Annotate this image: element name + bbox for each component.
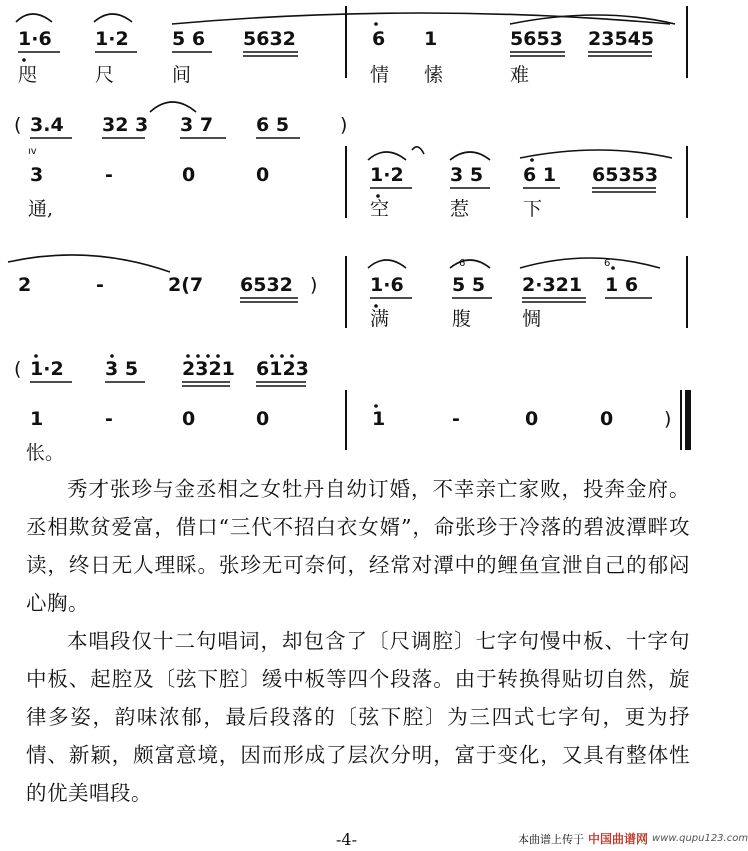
lyric: 难 bbox=[510, 64, 530, 86]
note: 0 bbox=[256, 408, 270, 430]
note: 23545 bbox=[588, 28, 655, 50]
lyric: 尺 bbox=[95, 64, 115, 86]
note: 1 bbox=[30, 408, 44, 430]
lyric: 愫 bbox=[424, 64, 444, 86]
note: 1 6 bbox=[605, 274, 639, 296]
note: - bbox=[452, 408, 460, 430]
note: - bbox=[96, 274, 104, 296]
page-number: -4- bbox=[336, 830, 357, 849]
bracket-open: ( bbox=[14, 358, 22, 380]
site-logo: 中国曲谱网 bbox=[588, 832, 649, 846]
interlude-note: 3.4 bbox=[30, 114, 64, 136]
lyric: 惆 bbox=[522, 308, 542, 330]
note: 1·2 bbox=[95, 28, 129, 50]
note: 5632 bbox=[243, 28, 296, 50]
note: 3 bbox=[30, 164, 44, 186]
bracket-close: ) bbox=[310, 274, 318, 296]
grace-note: 6 bbox=[604, 258, 611, 269]
credit-text: 本曲谱上传于 bbox=[518, 832, 584, 846]
note: 6 1 bbox=[523, 164, 557, 186]
note: 5 5 bbox=[452, 274, 486, 296]
note: 1 bbox=[372, 408, 386, 430]
bracket-open: ( bbox=[14, 114, 22, 136]
note: 2(7 bbox=[168, 274, 204, 296]
interlude-note: 1·2 bbox=[30, 358, 64, 380]
note: 1·2 bbox=[370, 164, 404, 186]
interlude-note: 2321 bbox=[182, 358, 235, 380]
paragraph-1: 秀才张珍与金丞相之女牡丹自幼订婚，不幸亲亡家败，投奔金府。丞相欺贫爱富，借口“三代不招白衣女婿”，命张珍于冷落的碧波潭畔攻读，终日无人理睬。张珍无可奈何，经常对潭中的鲤鱼宣泄自己的郁闷心胸。 bbox=[26, 477, 690, 615]
bracket-close: ) bbox=[340, 114, 348, 136]
note: 1·6 bbox=[18, 28, 52, 50]
ornament-mark: ıv bbox=[28, 146, 37, 157]
lyric: 通, bbox=[28, 198, 54, 220]
note: 0 bbox=[525, 408, 539, 430]
note: 5 6 bbox=[172, 28, 206, 50]
lyric: 间 bbox=[172, 64, 192, 86]
interlude-note: 3 5 bbox=[105, 358, 139, 380]
lyric: 惹 bbox=[450, 198, 470, 220]
note: 6 bbox=[372, 28, 386, 50]
note: 1 bbox=[424, 28, 438, 50]
interlude-note: 6 5 bbox=[256, 114, 290, 136]
note: 0 bbox=[182, 164, 196, 186]
paragraph-2: 本唱段仅十二句唱词，却包含了〔尺调腔〕七字句慢中板、十字句中板、起腔及〔弦下腔〕缓中板等四个段落。由于转换得贴切自然，旋律多姿，韵味浓郁，最后段落的〔弦下腔〕为三四式七字句，更为抒情、新颖，颇富意境，因而形成了层次分明，富于变化，又具有整体性的优美唱段。 bbox=[26, 629, 690, 805]
note: 65353 bbox=[592, 164, 659, 186]
note: 3 5 bbox=[450, 164, 484, 186]
note: 6532 bbox=[240, 274, 293, 296]
grace-note: 6 bbox=[459, 258, 466, 269]
note: - bbox=[105, 408, 113, 430]
note: 1·6 bbox=[370, 274, 404, 296]
interlude-note: 3 7 bbox=[180, 114, 214, 136]
note: - bbox=[105, 164, 113, 186]
lyric: 下 bbox=[523, 198, 543, 220]
site-url: www.qupu123.com bbox=[652, 833, 748, 844]
note: 2 bbox=[18, 274, 32, 296]
lyric: 腹 bbox=[452, 308, 472, 330]
lyric: 空 bbox=[370, 198, 390, 220]
note: 2·321 bbox=[522, 274, 583, 296]
interlude-note: 32 3 bbox=[102, 114, 149, 136]
bracket-close: ) bbox=[664, 408, 672, 430]
description-text bbox=[26, 470, 690, 812]
lyric: 咫 bbox=[18, 64, 38, 86]
note: 0 bbox=[182, 408, 196, 430]
note: 0 bbox=[256, 164, 270, 186]
interlude-note: 6123 bbox=[256, 358, 309, 380]
upload-credit bbox=[518, 830, 748, 847]
lyric: 怅。 bbox=[26, 442, 65, 464]
note: 5653 bbox=[510, 28, 563, 50]
lyric: 情 bbox=[370, 64, 390, 86]
note: 0 bbox=[600, 408, 614, 430]
lyric: 满 bbox=[370, 308, 390, 330]
